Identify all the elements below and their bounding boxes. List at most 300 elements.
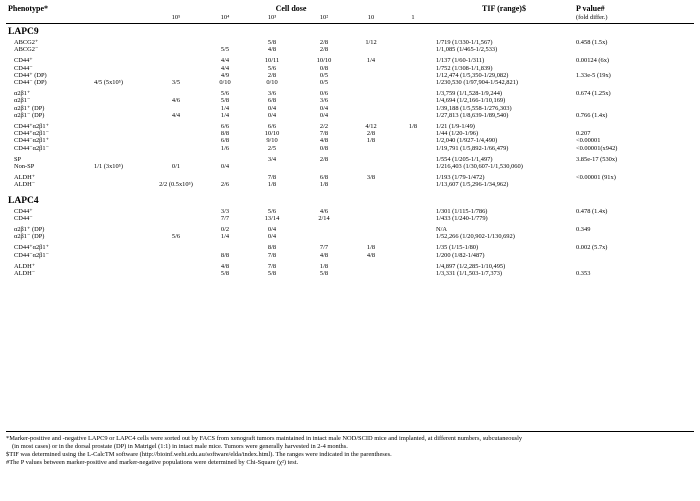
dose-cell [392, 112, 434, 119]
dose-cell [392, 39, 434, 46]
dose-cell: 7/8 [319, 130, 329, 138]
dose-cell [350, 156, 392, 163]
dose-cell [148, 215, 204, 222]
table-row [6, 145, 694, 152]
dose-header: 10⁴ [204, 13, 246, 24]
pvalue-cell: 0.349 [576, 226, 591, 234]
dose-cell: 0/4 [319, 104, 329, 112]
tif-cell: 1/230,530 (1/97,904-1/542,821) [436, 79, 519, 87]
table-row [6, 233, 694, 240]
phenotype-cell: α2β1⁻ [14, 97, 31, 105]
dose-cell [392, 130, 434, 137]
dose-cell: 0/4 [267, 233, 277, 241]
dose-cell: 10/10 [316, 57, 332, 65]
dose-cell [148, 90, 204, 97]
dose-cell: 1/8 [267, 181, 277, 189]
dose-extra-cell [92, 137, 148, 144]
table-row [6, 112, 694, 119]
dose-cell [298, 163, 350, 170]
dose-cell [392, 233, 434, 240]
dose-cell [350, 105, 392, 112]
dose-cell: 1/4 [366, 57, 376, 65]
pvalue-cell [574, 163, 694, 170]
pvalue-cell: 0.478 (1.4x) [576, 207, 608, 215]
dose-cell: 4/4 [171, 111, 181, 119]
phenotype-cell: CD44⁻ [14, 64, 33, 72]
dose-cell [148, 226, 204, 233]
dose-extra-cell [92, 72, 148, 79]
section-title-lapc4: LAPC4 [8, 195, 39, 206]
dose-cell [350, 263, 392, 270]
table-row [6, 181, 694, 188]
pvalue-cell: 0.002 (5.7x) [576, 244, 608, 252]
dose-cell: 0/4 [220, 163, 230, 171]
tif-cell: 1/21 (1/9-1/49) [436, 123, 475, 131]
phenotype-cell: CD44⁻α2β1⁺ [14, 137, 50, 145]
dose-cell: 4/6 [319, 207, 329, 215]
phenotype-cell: α2β1⁻ (DP) [14, 233, 45, 241]
dose-cell [148, 263, 204, 270]
dose-cell: 2/8 [319, 46, 329, 54]
dose-cell: 0/4 [267, 111, 277, 119]
pvalue-cell [574, 105, 694, 112]
pvalue-cell [574, 123, 694, 130]
dose-cell [392, 156, 434, 163]
dose-cell [148, 72, 204, 79]
pvalue-cell [574, 263, 694, 270]
dose-cell [350, 233, 392, 240]
dose-extra-cell [92, 215, 148, 222]
table-row [6, 163, 694, 170]
dose-extra-cell [92, 181, 148, 188]
tif-cell: 1/1,085 (1/465-1/2,533) [436, 46, 498, 54]
dose-cell: 5/6 [171, 233, 181, 241]
phenotype-cell: ABCG2⁻ [14, 46, 39, 54]
table-row [6, 270, 694, 277]
dose-extra-cell: 4/5 (5x10⁵) [94, 79, 124, 87]
phenotype-cell: CD44⁻ (DP) [14, 79, 47, 87]
dose-cell: 5/8 [319, 270, 329, 278]
dose-cell [392, 137, 434, 144]
footnote: (in most cases) or in the dorsal prostate (DP) in Matrigel (1:1) in intact male mice. Tumors were generally harvested in 2-4 months. [12, 443, 348, 450]
dose-cell [350, 65, 392, 72]
tif-cell: 1/200 (1/82-1/487) [436, 251, 485, 259]
dose-cell [204, 174, 246, 181]
dose-cell: 1/4 [220, 111, 230, 119]
dose-cell: 1/8 [319, 262, 329, 270]
dose-cell: 0/5 [319, 71, 329, 79]
phenotype-cell: CD44⁻ [14, 214, 33, 222]
footnotes [6, 431, 694, 467]
footnote: *Marker-positive and -negative LAPC9 or LAPC4 cells were sorted out by FACS from xenograft tumors maintained in intact male NOD/SCID mice and implanted, at different numbers, subcutaneously [6, 435, 523, 442]
dose-cell: 2/5 [267, 144, 277, 152]
dose-cell: 8/8 [220, 251, 230, 259]
dose-cell: 4/9 [220, 71, 230, 79]
dose-cell [350, 181, 392, 188]
tif-cell: 1/12,474 (1/5,350-1/29,082) [436, 71, 509, 79]
phenotype-cell: ABCG2⁺ [14, 39, 39, 46]
dose-cell: 3/4 [267, 155, 277, 163]
pvalue-cell: 0.353 [576, 270, 591, 278]
phenotype-cell: CD44⁺ [14, 57, 33, 65]
dose-header: 1 [392, 13, 434, 24]
dose-cell [148, 145, 204, 152]
tif-cell: 1/2,040 (1/927-1/4,490) [436, 137, 498, 145]
pvalue-cell [574, 97, 694, 104]
dose-cell [350, 72, 392, 79]
dose-extra-cell [92, 156, 148, 163]
pvalue-cell: <0.00001(x942) [576, 144, 618, 152]
dose-cell: 0/4 [267, 104, 277, 112]
dose-extra-cell [92, 233, 148, 240]
dose-extra-cell [92, 252, 148, 259]
dose-cell: 3/5 [171, 79, 181, 87]
dose-cell: 3/6 [267, 90, 277, 98]
dose-cell [148, 244, 204, 251]
dose-cell [392, 181, 434, 188]
dose-cell: 1/8 [319, 181, 329, 189]
dose-cell: 2/8 [319, 155, 329, 163]
dose-cell: 1/8 [366, 244, 376, 252]
footnote: $TIF was determined using the L-CalcTM software (http://bioinf.wehi.edu.au/software/elda/index.html). The ranges were indicated in the parentheses. [6, 451, 392, 458]
header-fold: (fold differ.) [574, 13, 694, 24]
dose-cell [148, 123, 204, 130]
dose-cell [392, 226, 434, 233]
dose-cell: 0/4 [319, 111, 329, 119]
header-tif: TIF (range)$ [482, 4, 526, 13]
dose-header: 10³ [246, 13, 298, 24]
dose-cell [350, 145, 392, 152]
phenotype-cell: CD44⁺ (DP) [14, 71, 47, 79]
dose-cell: 0/5 [319, 79, 329, 87]
dose-cell: 2/8 [319, 39, 329, 46]
dose-cell [350, 46, 392, 53]
phenotype-cell: CD44⁻α2β1⁻ [14, 144, 50, 152]
pvalue-cell: 0.00124 (6x) [576, 57, 610, 65]
dose-cell [298, 233, 350, 240]
tif-cell: 1/554 (1/205-1/1,497) [436, 155, 493, 163]
table-row [6, 252, 694, 259]
dose-cell [148, 105, 204, 112]
dose-cell [148, 39, 204, 46]
dose-cell [392, 215, 434, 222]
table-row [6, 137, 694, 144]
dose-cell [392, 244, 434, 251]
dose-cell: 2/8 [267, 71, 277, 79]
dose-cell: 1/4 [220, 233, 230, 241]
table-row [6, 57, 694, 64]
pvalue-cell [574, 181, 694, 188]
dose-extra-cell: 1/1 (3x10⁵) [94, 163, 124, 171]
table-row [6, 215, 694, 222]
phenotype-cell: α2β1⁺ (DP) [14, 104, 45, 112]
dose-extra-cell [92, 145, 148, 152]
dose-cell: 4/8 [220, 262, 230, 270]
dose-cell [392, 163, 434, 170]
dose-extra-cell [92, 57, 148, 64]
dose-cell: 6/6 [267, 123, 277, 131]
dose-cell [148, 208, 204, 215]
dose-cell [148, 137, 204, 144]
tif-cell: 1/44 (1/20-1/96) [436, 130, 479, 138]
dose-cell: 4/8 [366, 251, 376, 259]
table-row [6, 39, 694, 46]
dose-cell: 0/1 [171, 163, 181, 171]
header-pvalue: P value# [576, 4, 605, 13]
phenotype-cell: ALDH⁺ [14, 262, 36, 270]
table-row [6, 72, 694, 79]
pvalue-cell: 0.207 [576, 130, 591, 138]
dose-cell [350, 215, 392, 222]
dose-cell: 7/7 [220, 214, 230, 222]
footnote: #The P values between marker-positive and marker-negative populations were determined by Chi-Square (χ²) test. [6, 459, 299, 466]
dose-cell: 6/6 [220, 123, 230, 131]
dose-cell: 7/8 [267, 174, 277, 182]
dose-cell: 3/3 [220, 207, 230, 215]
pvalue-cell [574, 233, 694, 240]
dose-cell: 0/10 [219, 79, 231, 87]
tif-cell: 1/3,331 (1/1,503-1/7,373) [436, 270, 503, 278]
dose-cell [148, 156, 204, 163]
dose-cell: 1/4 [220, 104, 230, 112]
dose-cell [148, 130, 204, 137]
dose-extra-cell [92, 263, 148, 270]
tif-cell: 1/216,403 (1/30,607-1/1,530,060) [436, 163, 523, 171]
table-row [6, 65, 694, 72]
dose-header-row [6, 13, 694, 24]
phenotype-cell: α2β1⁻ (DP) [14, 111, 45, 119]
dose-cell: 13/14 [264, 214, 280, 222]
pvalue-cell [574, 79, 694, 86]
dose-cell: 2/14 [318, 214, 330, 222]
tif-cell: 1/433 (1/240-1/779) [436, 214, 488, 222]
dose-extra-cell [92, 226, 148, 233]
dose-cell: 6/8 [267, 97, 277, 105]
dose-cell: 9/10 [266, 137, 278, 145]
phenotype-cell: CD44⁺α2β1⁺ [14, 123, 50, 131]
pvalue-cell: <0.00001 (91x) [576, 174, 616, 182]
header-phenotype: Phenotype* [8, 4, 48, 13]
phenotype-cell: ALDH⁺ [14, 174, 36, 182]
dose-extra-cell [92, 46, 148, 53]
dose-cell [392, 46, 434, 53]
dose-cell: 4/12 [365, 123, 377, 131]
dose-header: 10² [298, 13, 350, 24]
phenotype-cell: α2β1⁺ (DP) [14, 226, 45, 234]
dose-cell: 0/8 [319, 64, 329, 72]
dose-cell: 0/10 [266, 79, 278, 87]
dose-extra-cell [92, 65, 148, 72]
tif-cell: 1/19,791 (1/5,892-1/66,479) [436, 144, 509, 152]
dose-cell: 4/8 [319, 251, 329, 259]
dose-cell [392, 105, 434, 112]
dose-cell [392, 79, 434, 86]
dose-cell [298, 226, 350, 233]
tif-cell: 1/13,607 (1/5,296-1/34,962) [436, 181, 509, 189]
dose-cell: 8/8 [220, 130, 230, 138]
pvalue-cell: <0.00001 [576, 137, 601, 145]
phenotype-cell: CD44⁺α2β1⁺ [14, 244, 50, 252]
dose-cell: 6/8 [319, 174, 329, 182]
dose-cell: 3/8 [366, 174, 376, 182]
pvalue-cell: 0.766 (1.4x) [576, 111, 608, 119]
dose-cell [392, 174, 434, 181]
dose-extra-cell [92, 244, 148, 251]
tif-cell: N/A [436, 226, 448, 234]
dose-cell: 4/4 [220, 57, 230, 65]
dose-extra-cell [92, 39, 148, 46]
dose-cell: 1/12 [365, 39, 377, 46]
dose-cell: 10/10 [264, 130, 280, 138]
dose-cell: 7/7 [319, 244, 329, 252]
dose-cell: 0/8 [319, 144, 329, 152]
phenotype-cell: α2β1⁺ [14, 90, 31, 98]
dose-header: 10⁵ [148, 13, 204, 24]
dose-cell: 7/8 [267, 251, 277, 259]
table-row [6, 156, 694, 163]
table-row [6, 130, 694, 137]
table-row [6, 226, 694, 233]
tif-cell: 1/752 (1/308-1/1,839) [436, 64, 493, 72]
dose-header: 10 [350, 13, 392, 24]
dose-cell [392, 263, 434, 270]
dose-cell [392, 72, 434, 79]
table-row [6, 105, 694, 112]
dose-cell [350, 90, 392, 97]
tif-cell: 1/52,266 (1/20,902-1/130,692) [436, 233, 515, 241]
dose-cell [148, 46, 204, 53]
dose-cell: 2/6 [220, 181, 230, 189]
table-row [6, 174, 694, 181]
dose-cell [350, 112, 392, 119]
dose-cell: 8/8 [267, 244, 277, 252]
dose-cell [148, 252, 204, 259]
dose-extra-cell [92, 208, 148, 215]
dose-extra-cell [92, 112, 148, 119]
dose-cell: 2/8 [366, 130, 376, 138]
phenotype-cell: CD44⁻α2β1⁻ [14, 251, 50, 259]
dose-extra-cell [92, 90, 148, 97]
pvalue-cell [574, 46, 694, 53]
phenotype-cell: CD44⁺ [14, 207, 33, 215]
dose-cell: 7/8 [267, 262, 277, 270]
phenotype-cell: Non-SP [14, 163, 35, 171]
table-row [6, 79, 694, 86]
dose-cell [392, 90, 434, 97]
dose-cell: 5/6 [220, 90, 230, 98]
tif-cell: 1/4,897 (1/2,285-1/10,495) [436, 262, 506, 270]
table-row [6, 123, 694, 130]
dose-cell [392, 65, 434, 72]
dose-cell [204, 244, 246, 251]
table-row [6, 46, 694, 53]
dose-cell: 2/2 [319, 123, 329, 131]
tif-cell: 1/193 (1/79-1/472) [436, 174, 485, 182]
dose-cell: 5/6 [267, 64, 277, 72]
dose-cell: 4/4 [220, 64, 230, 72]
tif-cell: 1/39,188 (1/5,558-1/276,303) [436, 104, 512, 112]
pvalue-cell [574, 252, 694, 259]
dose-cell: 4/6 [171, 97, 181, 105]
dose-cell: 5/8 [267, 270, 277, 278]
dose-extra-cell [92, 174, 148, 181]
dose-cell [148, 57, 204, 64]
pvalue-cell [574, 65, 694, 72]
dose-cell: 5/8 [267, 39, 277, 46]
dose-cell [246, 163, 298, 170]
header-row [6, 4, 694, 13]
pvalue-cell: 3.85e-17 (530x) [576, 155, 618, 163]
dose-cell: 5/5 [220, 46, 230, 54]
dose-cell [148, 174, 204, 181]
dose-cell [350, 208, 392, 215]
table-row [6, 263, 694, 270]
pvalue-cell [574, 215, 694, 222]
phenotype-cell: SP [14, 155, 22, 163]
dose-cell: 2/2 (0.5x10⁵) [159, 181, 193, 189]
dose-cell [350, 79, 392, 86]
dose-cell [392, 208, 434, 215]
dose-cell [350, 270, 392, 277]
dose-cell [350, 163, 392, 170]
phenotype-cell: CD44⁺α2β1⁻ [14, 130, 50, 138]
dose-cell: 6/8 [220, 137, 230, 145]
dose-cell: 5/8 [220, 97, 230, 105]
dose-cell: 1/8 [366, 137, 376, 145]
dose-extra-cell [92, 123, 148, 130]
tif-cell: 1/35 (1/15-1/80) [436, 244, 479, 252]
table-row [6, 90, 694, 97]
dose-cell: 5/6 [267, 207, 277, 215]
pvalue-cell: 0.458 (1.5x) [576, 39, 608, 46]
phenotype-cell: ALDH⁻ [14, 181, 36, 189]
dose-cell: 4/8 [267, 46, 277, 54]
dose-cell [148, 270, 204, 277]
tif-cell: 1/137 (1/60-1/311) [436, 57, 485, 65]
dose-cell: 0/2 [220, 226, 230, 234]
dose-extra-cell [92, 130, 148, 137]
table-row [6, 97, 694, 104]
table-row [6, 208, 694, 215]
dose-cell: 10/11 [264, 57, 280, 65]
lapc9-section [6, 24, 694, 189]
table-row [6, 244, 694, 251]
dose-cell: 1/6 [220, 144, 230, 152]
dose-cell [148, 65, 204, 72]
tif-cell: 1/27,813 (1/8,639-1/89,540) [436, 111, 509, 119]
tif-cell: 1/301 (1/115-1/786) [436, 207, 488, 215]
tif-cell: 1/4,694 (1/2,166-1/10,169) [436, 97, 506, 105]
dose-cell [350, 226, 392, 233]
pvalue-cell: 0.674 (1.25x) [576, 90, 611, 98]
tumorigenicity-table [6, 4, 694, 277]
dose-cell [204, 156, 246, 163]
dose-cell [392, 270, 434, 277]
dose-cell: 0/6 [319, 90, 329, 98]
dose-extra-cell [92, 270, 148, 277]
dose-extra-cell [92, 105, 148, 112]
dose-cell: 4/8 [319, 137, 329, 145]
pvalue-cell: 1.33e-5 (19x) [576, 71, 611, 79]
dose-cell [392, 145, 434, 152]
tif-cell: 1/3,759 (1/1,528-1/9,244) [436, 90, 503, 98]
dose-extra-cell [92, 97, 148, 104]
section-title-lapc9: LAPC9 [8, 27, 39, 37]
dose-cell [392, 57, 434, 64]
dose-cell [204, 39, 246, 46]
header-cell-dose: Cell dose [275, 4, 307, 13]
dose-cell: 1/8 [408, 123, 418, 131]
